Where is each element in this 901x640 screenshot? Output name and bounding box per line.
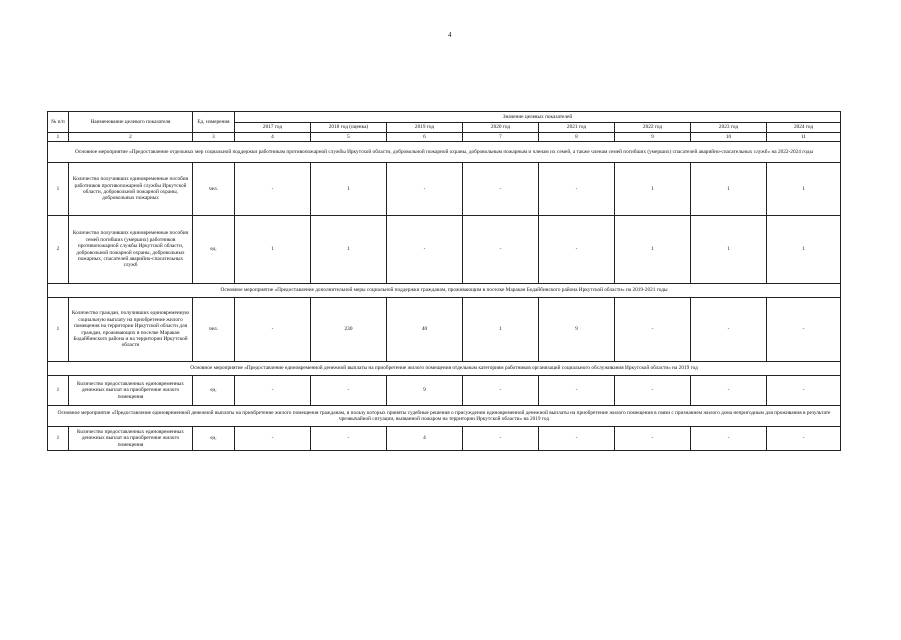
- col-number: 2: [69, 133, 193, 142]
- col-number: 9: [615, 133, 691, 142]
- row-value: -: [463, 427, 539, 451]
- row-value: 1: [691, 216, 767, 284]
- row-num: 1: [48, 376, 69, 406]
- row-unit: ед.: [193, 376, 235, 406]
- row-value: -: [539, 376, 615, 406]
- header-year: 2017 год: [235, 123, 311, 133]
- row-value: -: [463, 376, 539, 406]
- row-value: 1: [767, 163, 841, 216]
- section-title: Основное мероприятие «Предоставление единовременной денежной выплаты на приобретение жилого помещения гражданам, в пользу которых приняты судебные решения о присуждении единовременной денежной выплаты на приобретение жилого помещения в связи с признанием жилого дома непригодным для проживания в результате чрезвычайной ситуации, вызванной пожаром на территории Иркутской области» на 2019 год: [48, 406, 841, 427]
- row-value: 1: [311, 216, 387, 284]
- row-value: -: [311, 376, 387, 406]
- row-num: 1: [48, 163, 69, 216]
- header-year: 2023 год: [691, 123, 767, 133]
- header-year: 2024 год: [767, 123, 841, 133]
- header-values: Значение целевых показателей: [235, 112, 841, 123]
- row-value: -: [767, 376, 841, 406]
- row-name: Количество граждан, получивших единовременную социальную выплату на приобретение жилого помещения на территории Иркутской области для граждан, проживающих в поселке Маракан Бодайбинского района и на территории Иркутской области: [69, 298, 193, 362]
- row-name: Количество получивших единовременные пособия работников противопожарной службы Иркутской области, добровольной пожарной охраны, добровольных пожарных: [69, 163, 193, 216]
- row-value: 9: [539, 298, 615, 362]
- section-row: [48, 406, 841, 427]
- column-numbers-row: [48, 133, 841, 142]
- section-row: [48, 284, 841, 298]
- table-row: [48, 216, 841, 284]
- row-num: 1: [48, 298, 69, 362]
- row-unit: ед.: [193, 427, 235, 451]
- section-row: [48, 142, 841, 163]
- header-year: 2021 год: [539, 123, 615, 133]
- header-row: [48, 112, 841, 123]
- header-year: 2020 год: [463, 123, 539, 133]
- col-number: 11: [767, 133, 841, 142]
- row-value: -: [463, 216, 539, 284]
- header-year: 2018 год (оценка): [311, 123, 387, 133]
- row-value: -: [615, 298, 691, 362]
- row-value: -: [539, 427, 615, 451]
- row-unit: ед.: [193, 216, 235, 284]
- row-value: -: [539, 216, 615, 284]
- header-year: 2022 год: [615, 123, 691, 133]
- header-name: Наименование целевого показателя: [69, 112, 193, 133]
- section-row: [48, 362, 841, 376]
- col-number: 7: [463, 133, 539, 142]
- table-row: [48, 427, 841, 451]
- row-name: Количество получивших единовременные пособия семей погибших (умерших) работников противопожарной службы Иркутской области, добровольной пожарной охраны, добровольных пожарных, спасателей аварийно-спасательных служб: [69, 216, 193, 284]
- row-value: -: [691, 427, 767, 451]
- row-value: 4: [387, 427, 463, 451]
- row-value: -: [235, 427, 311, 451]
- row-value: 1: [463, 298, 539, 362]
- row-value: 1: [615, 163, 691, 216]
- row-num: 2: [48, 216, 69, 284]
- row-value: -: [539, 163, 615, 216]
- col-number: 4: [235, 133, 311, 142]
- row-value: 40: [387, 298, 463, 362]
- row-value: 1: [311, 163, 387, 216]
- header-unit: Ед. измерения: [193, 112, 235, 133]
- page-number: 4: [448, 31, 452, 39]
- row-value: -: [387, 216, 463, 284]
- row-value: -: [691, 298, 767, 362]
- col-number: 3: [193, 133, 235, 142]
- row-value: -: [235, 298, 311, 362]
- table-row: [48, 163, 841, 216]
- table-row: [48, 376, 841, 406]
- row-value: 1: [615, 216, 691, 284]
- row-value: -: [691, 376, 767, 406]
- header-year: 2019 год: [387, 123, 463, 133]
- row-value: -: [615, 376, 691, 406]
- row-value: -: [615, 427, 691, 451]
- section-title: Основное мероприятие «Предоставление отдельных мер социальной поддержки работникам противопожарной службы Иркутской области, добровольной пожарной охраны, добровольным пожарным и членам их семей, а также членам семей погибших (умерших) спасателей аварийно-спасательных служб» на 2022-2024 годы: [48, 142, 841, 163]
- section-title: Основное мероприятие «Предоставление единовременной денежной выплаты на приобретение жилого помещения отдельным категориям работников организаций социального обслуживания Иркутской области» на 2019 год: [48, 362, 841, 376]
- row-value: -: [767, 298, 841, 362]
- col-number: 10: [691, 133, 767, 142]
- row-value: -: [463, 163, 539, 216]
- row-unit: чел.: [193, 163, 235, 216]
- row-value: 9: [387, 376, 463, 406]
- table-row: [48, 298, 841, 362]
- col-number: 8: [539, 133, 615, 142]
- section-title: Основное мероприятие «Предоставление дополнительной меры социальной поддержки гражданам, проживающим в поселке Маракан Бодайбинского района Иркутской области» на 2019-2021 годы: [48, 284, 841, 298]
- row-value: 1: [235, 216, 311, 284]
- row-value: 1: [767, 216, 841, 284]
- col-number: 6: [387, 133, 463, 142]
- row-value: -: [767, 427, 841, 451]
- header-num: № п/п: [48, 112, 69, 133]
- row-name: Количество предоставленных единовременных денежных выплат на приобретение жилого помещения: [69, 427, 193, 451]
- row-unit: чел.: [193, 298, 235, 362]
- row-num: 1: [48, 427, 69, 451]
- row-value: -: [235, 376, 311, 406]
- row-value: 1: [691, 163, 767, 216]
- col-number: 1: [48, 133, 69, 142]
- col-number: 5: [311, 133, 387, 142]
- row-name: Количество предоставленных единовременных денежных выплат на приобретение жилого помещения: [69, 376, 193, 406]
- row-value: -: [235, 163, 311, 216]
- row-value: -: [311, 427, 387, 451]
- target-indicators-table: [47, 111, 841, 451]
- row-value: -: [387, 163, 463, 216]
- row-value: 230: [311, 298, 387, 362]
